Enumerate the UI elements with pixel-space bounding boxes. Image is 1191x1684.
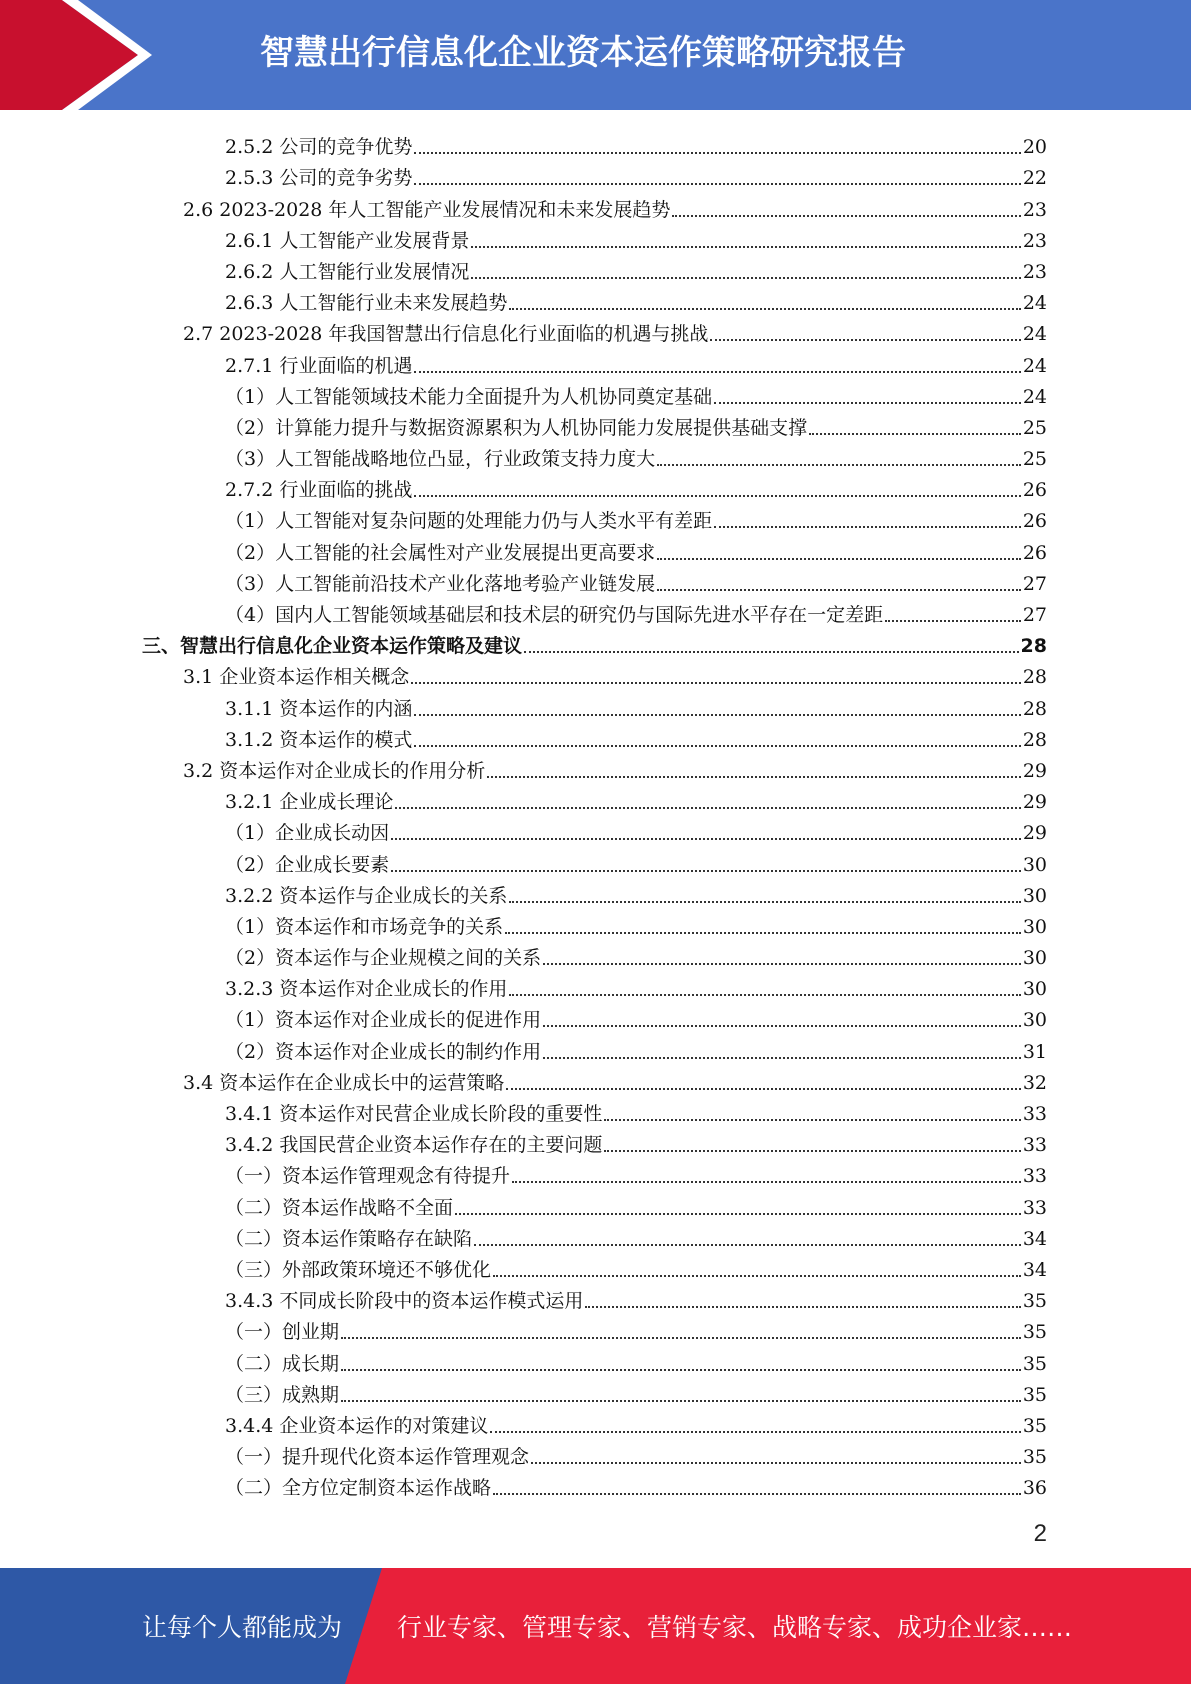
toc-dot-leader — [414, 745, 1020, 747]
toc-entry-page: 24 — [1022, 292, 1047, 315]
toc-entry-label: （1）人工智能领域技术能力全面提升为人机协同奠定基础 — [225, 385, 713, 408]
toc-entry-page: 30 — [1022, 884, 1047, 907]
toc-entry[interactable] — [0, 440, 1191, 471]
toc-entry-page: 26 — [1022, 479, 1047, 502]
toc-entry-page: 35 — [1022, 1383, 1047, 1406]
toc-entry[interactable] — [0, 284, 1191, 315]
toc-entry-page: 23 — [1022, 198, 1047, 221]
toc-entry-label: （二）资本运作战略不全面 — [225, 1196, 454, 1219]
toc-entry[interactable] — [0, 939, 1191, 970]
toc-entry[interactable] — [0, 658, 1191, 689]
toc-entry[interactable] — [0, 253, 1191, 284]
toc-entry-label: （2）企业成长要素 — [225, 853, 390, 876]
toc-entry-label: （2）资本运作对企业成长的制约作用 — [225, 1040, 542, 1063]
footer-slogan-right: 行业专家、管理专家、营销专家、战略专家、成功企业家…… — [397, 1613, 1073, 1642]
toc-entry[interactable] — [0, 222, 1191, 253]
toc-entry-page: 30 — [1022, 915, 1047, 938]
toc-dot-leader — [505, 932, 1021, 934]
toc-entry-label: （一）创业期 — [225, 1321, 340, 1344]
toc-entry-label: 2.5.3 公司的竞争劣势 — [225, 167, 413, 190]
toc-dot-leader — [509, 994, 1020, 996]
toc-dot-leader — [341, 1400, 1021, 1402]
toc-dot-leader — [414, 183, 1020, 185]
toc-dot-leader — [714, 402, 1021, 404]
toc-entry[interactable] — [0, 1064, 1191, 1095]
toc-entry-label: 2.7 2023-2028 年我国智慧出行信息化行业面临的机遇与挑战 — [183, 323, 709, 346]
toc-dot-leader — [512, 1181, 1021, 1183]
toc-entry[interactable] — [0, 627, 1191, 658]
toc-entry-label: （三）外部政策环境还不够优化 — [225, 1258, 492, 1281]
toc-entry[interactable] — [0, 970, 1191, 1001]
toc-dot-leader — [657, 589, 1021, 591]
toc-entry-page: 24 — [1022, 354, 1047, 377]
toc-entry[interactable] — [0, 1188, 1191, 1219]
toc-dot-leader — [411, 682, 1021, 684]
toc-entry[interactable] — [0, 877, 1191, 908]
toc-entry-page: 30 — [1022, 978, 1047, 1001]
toc-entry-page: 34 — [1022, 1227, 1047, 1250]
toc-dot-leader — [885, 620, 1021, 622]
toc-entry-page: 26 — [1022, 510, 1047, 533]
toc-entry-label: （三）成熟期 — [225, 1383, 340, 1406]
toc-entry[interactable] — [0, 814, 1191, 845]
toc-entry[interactable] — [0, 1032, 1191, 1063]
toc-entry[interactable] — [0, 1313, 1191, 1344]
toc-dot-leader — [531, 1462, 1021, 1464]
toc-entry[interactable] — [0, 533, 1191, 564]
toc-entry-page: 30 — [1022, 853, 1047, 876]
toc-entry-page: 33 — [1022, 1165, 1047, 1188]
toc-entry-page: 29 — [1022, 822, 1047, 845]
toc-entry[interactable] — [0, 1282, 1191, 1313]
toc-entry-page: 29 — [1022, 759, 1047, 782]
toc-entry-label: 2.6 2023-2028 年人工智能产业发展情况和未来发展趋势 — [183, 198, 671, 221]
toc-entry[interactable] — [0, 1376, 1191, 1407]
toc-dot-leader — [809, 433, 1021, 435]
toc-entry[interactable] — [0, 596, 1191, 627]
toc-entry[interactable] — [0, 409, 1191, 440]
toc-entry-label: （3）人工智能战略地位凸显，行业政策支持力度大 — [225, 448, 656, 471]
toc-dot-leader — [395, 807, 1020, 809]
toc-entry-page: 28 — [1020, 635, 1047, 658]
toc-entry[interactable] — [0, 1157, 1191, 1188]
toc-entry-page: 35 — [1022, 1352, 1047, 1375]
toc-entry-page: 25 — [1022, 416, 1047, 439]
toc-entry-label: 3.4.3 不同成长阶段中的资本运作模式运用 — [225, 1290, 584, 1313]
toc-entry-label: 3.1 企业资本运作相关概念 — [183, 666, 410, 689]
toc-entry-label: （2）人工智能的社会属性对产业发展提出更高要求 — [225, 541, 656, 564]
toc-dot-leader — [509, 308, 1020, 310]
toc-dot-leader — [672, 215, 1020, 217]
toc-dot-leader — [657, 558, 1021, 560]
toc-entry-label: （2）计算能力提升与数据资源累积为人机协同能力发展提供基础支撑 — [225, 416, 808, 439]
toc-entry[interactable] — [0, 159, 1191, 190]
toc-dot-leader — [710, 339, 1020, 341]
toc-dot-leader — [414, 495, 1020, 497]
toc-entry-page: 29 — [1022, 791, 1047, 814]
toc-entry[interactable] — [0, 346, 1191, 377]
toc-entry-label: 3.2.2 资本运作与企业成长的关系 — [225, 884, 508, 907]
toc-dot-leader — [509, 901, 1020, 903]
toc-entry[interactable] — [0, 783, 1191, 814]
toc-entry-page: 25 — [1022, 448, 1047, 471]
toc-entry[interactable] — [0, 1095, 1191, 1126]
toc-dot-leader — [490, 1431, 1020, 1433]
toc-dot-leader — [543, 963, 1021, 965]
document-title: 智慧出行信息化企业资本运作策略研究报告 — [260, 33, 906, 73]
toc-entry-label: 2.6.2 人工智能行业发展情况 — [225, 260, 470, 283]
toc-entry-label: （4）国内人工智能领域基础层和技术层的研究仍与国际先进水平存在一定差距 — [225, 604, 884, 626]
toc-entry-page: 33 — [1022, 1103, 1047, 1125]
toc-entry-label: 3.2.1 企业成长理论 — [225, 791, 394, 814]
toc-dot-leader — [341, 1337, 1021, 1339]
toc-entry-page: 24 — [1022, 385, 1047, 408]
toc-entry-page: 35 — [1022, 1321, 1047, 1344]
toc-entry-page: 28 — [1022, 697, 1047, 720]
toc-entry[interactable] — [0, 190, 1191, 221]
toc-entry-label: （二）全方位定制资本运作战略 — [225, 1477, 492, 1500]
toc-entry[interactable] — [0, 1220, 1191, 1251]
toc-entry-label: 3.2.3 资本运作对企业成长的作用 — [225, 978, 508, 1001]
toc-entry-label: （二）成长期 — [225, 1352, 340, 1375]
toc-entry[interactable] — [0, 565, 1191, 596]
toc-entry-label: （1）人工智能对复杂问题的处理能力仍与人类水平有差距 — [225, 510, 713, 533]
toc-entry[interactable] — [0, 1251, 1191, 1282]
toc-entry[interactable] — [0, 315, 1191, 346]
table-of-contents — [0, 128, 1191, 1500]
toc-entry-label: 2.7.2 行业面临的挑战 — [225, 479, 413, 502]
toc-entry[interactable] — [0, 1126, 1191, 1157]
toc-entry[interactable] — [0, 752, 1191, 783]
toc-entry-label: （1）资本运作对企业成长的促进作用 — [225, 1009, 542, 1032]
header-chevron-decoration — [0, 0, 160, 110]
toc-entry-label: 3.4.1 资本运作对民营企业成长阶段的重要性 — [225, 1103, 603, 1125]
toc-dot-leader — [471, 246, 1020, 248]
toc-entry[interactable] — [0, 721, 1191, 752]
toc-entry-label: 3.4 资本运作在企业成长中的运营策略 — [183, 1071, 505, 1094]
toc-entry[interactable] — [0, 1001, 1191, 1032]
toc-entry-page: 27 — [1022, 604, 1047, 626]
toc-entry-label: 2.6.3 人工智能行业未来发展趋势 — [225, 292, 508, 315]
toc-entry-label: （3）人工智能前沿技术产业化落地考验产业链发展 — [225, 572, 656, 595]
toc-entry-page: 35 — [1022, 1290, 1047, 1313]
toc-entry[interactable] — [0, 471, 1191, 502]
toc-dot-leader — [543, 1057, 1021, 1059]
toc-entry-page: 28 — [1022, 666, 1047, 689]
toc-entry-label: （二）资本运作策略存在缺陷 — [225, 1227, 473, 1250]
toc-dot-leader — [391, 838, 1021, 840]
toc-entry-page: 24 — [1022, 323, 1047, 346]
toc-entry-label: （2）资本运作与企业规模之间的关系 — [225, 947, 542, 970]
toc-entry-label: 2.7.1 行业面临的机遇 — [225, 354, 413, 377]
toc-entry-page: 34 — [1022, 1258, 1047, 1281]
toc-entry-label: 三、智慧出行信息化企业资本运作策略及建议 — [142, 635, 523, 658]
toc-dot-leader — [493, 1275, 1021, 1277]
toc-dot-leader — [604, 1119, 1020, 1121]
toc-entry[interactable] — [0, 1469, 1191, 1500]
toc-dot-leader — [414, 714, 1020, 716]
toc-dot-leader — [414, 152, 1020, 154]
toc-entry-page: 26 — [1022, 541, 1047, 564]
toc-entry-page: 31 — [1022, 1040, 1047, 1063]
toc-dot-leader — [604, 1150, 1020, 1152]
toc-entry[interactable] — [0, 1438, 1191, 1469]
toc-dot-leader — [714, 526, 1021, 528]
toc-dot-leader — [391, 870, 1021, 872]
toc-entry-label: 3.2 资本运作对企业成长的作用分析 — [183, 759, 486, 782]
toc-dot-leader — [487, 776, 1021, 778]
toc-dot-leader — [414, 371, 1020, 373]
toc-dot-leader — [341, 1369, 1021, 1371]
toc-entry-label: （1）资本运作和市场竞争的关系 — [225, 915, 504, 938]
toc-entry-page: 27 — [1022, 572, 1047, 595]
toc-dot-leader — [455, 1213, 1021, 1215]
toc-entry-page: 30 — [1022, 947, 1047, 970]
toc-entry[interactable] — [0, 502, 1191, 533]
page-header — [0, 0, 1191, 110]
toc-entry-page: 23 — [1022, 229, 1047, 252]
toc-entry[interactable] — [0, 689, 1191, 720]
footer-slogan-left: 让每个人都能成为 — [142, 1613, 343, 1642]
toc-entry-page: 20 — [1022, 136, 1047, 159]
toc-entry-label: 3.1.2 资本运作的模式 — [225, 728, 413, 751]
toc-entry[interactable] — [0, 128, 1191, 159]
page-number: 2 — [1033, 1520, 1047, 1547]
page-footer — [0, 1568, 1191, 1684]
toc-dot-leader — [543, 1025, 1021, 1027]
toc-entry-label: （1）企业成长动因 — [225, 822, 390, 845]
toc-entry-page: 23 — [1022, 260, 1047, 283]
toc-entry-page: 32 — [1022, 1071, 1047, 1094]
toc-entry-label: （一）提升现代化资本运作管理观念 — [225, 1446, 530, 1469]
toc-entry-label: 3.1.1 资本运作的内涵 — [225, 697, 413, 720]
toc-entry-label: 2.5.2 公司的竞争优势 — [225, 136, 413, 159]
toc-entry[interactable] — [0, 908, 1191, 939]
toc-dot-leader — [657, 464, 1021, 466]
toc-entry-page: 33 — [1022, 1134, 1047, 1157]
toc-entry-page: 28 — [1022, 728, 1047, 751]
toc-dot-leader — [493, 1493, 1021, 1495]
toc-entry[interactable] — [0, 378, 1191, 409]
toc-entry-page: 22 — [1022, 167, 1047, 190]
toc-entry-label: （一）资本运作管理观念有待提升 — [225, 1165, 511, 1188]
toc-entry-page: 30 — [1022, 1009, 1047, 1032]
toc-dot-leader — [506, 1088, 1021, 1090]
toc-dot-leader — [585, 1306, 1020, 1308]
toc-entry-page: 35 — [1022, 1446, 1047, 1469]
toc-dot-leader — [471, 277, 1020, 279]
toc-entry-label: 3.4.2 我国民营企业资本运作存在的主要问题 — [225, 1134, 603, 1157]
toc-entry-label: 2.6.1 人工智能产业发展背景 — [225, 229, 470, 252]
toc-entry-page: 36 — [1022, 1477, 1047, 1500]
toc-entry[interactable] — [0, 1407, 1191, 1438]
toc-dot-leader — [474, 1244, 1021, 1246]
toc-dot-leader — [524, 651, 1019, 653]
toc-entry[interactable] — [0, 845, 1191, 876]
toc-entry-page: 33 — [1022, 1196, 1047, 1219]
toc-entry[interactable] — [0, 1344, 1191, 1375]
toc-entry-label: 3.4.4 企业资本运作的对策建议 — [225, 1414, 489, 1437]
toc-entry-page: 35 — [1022, 1414, 1047, 1437]
